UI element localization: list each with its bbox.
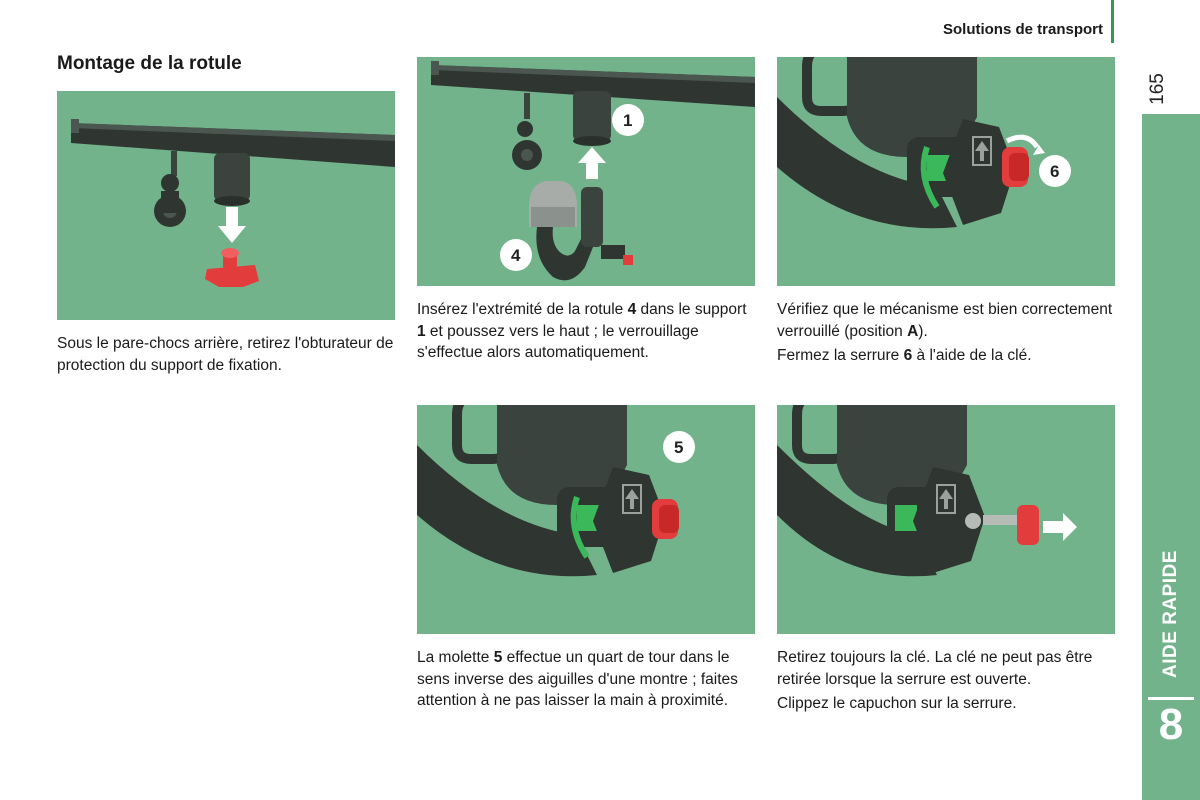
running-header: Solutions de transport [942, 21, 1103, 38]
chapter-side-label: AIDE RAPIDE [1160, 550, 1181, 678]
illustration-remove-key [777, 405, 1115, 634]
step-1-caption [57, 333, 397, 379]
callout-5 [663, 431, 695, 463]
illustration-check-lock [777, 57, 1115, 286]
step-5-text: Retirez toujours la clé. La clé ne peut pas être retirée lorsque la serrure est ouverte. [777, 649, 1093, 688]
svg-text:5: 5 [674, 438, 684, 457]
illustration-insert-ball [417, 57, 755, 286]
callout-1 [612, 104, 644, 136]
step-5-text-2: Clippez le capuchon sur la serrure. [777, 695, 1017, 712]
illustration-turn-knob [417, 405, 755, 634]
step-2-text: Insérez l'extrémité de la rotule 4 dans le support 1 et poussez vers le haut ; le verrouillage s'effectue alors automatiquement. [417, 301, 747, 361]
step-2-caption [417, 299, 757, 367]
step-4-caption [417, 647, 757, 715]
callout-4 [500, 239, 532, 271]
svg-text:1: 1 [623, 111, 633, 130]
page-number: 165 [1147, 73, 1168, 105]
callout-6 [1039, 155, 1071, 187]
step-3-text-2: Fermez la serrure 6 à l'aide de la clé. [777, 347, 1032, 364]
svg-text:4: 4 [511, 246, 521, 265]
step-4-text: La molette 5 effectue un quart de tour dans le sens inverse des aiguilles d'une montre ; faites attention à ne pas laisser la main à proximité. [417, 649, 738, 709]
section-title: Montage de la rotule [57, 53, 242, 74]
illustration-remove-cap [57, 91, 395, 320]
step-3-caption [777, 299, 1117, 370]
header-rule [1111, 0, 1114, 43]
step-5-caption [777, 647, 1117, 718]
svg-text:6: 6 [1050, 162, 1060, 181]
step-1-text: Sous le pare-chocs arrière, retirez l'obturateur de protection du support de fixation. [57, 335, 394, 374]
step-3-text: Vérifiez que le mécanisme est bien correctement verrouillé (position A). [777, 301, 1113, 340]
chapter-number: 8 [1158, 700, 1184, 749]
